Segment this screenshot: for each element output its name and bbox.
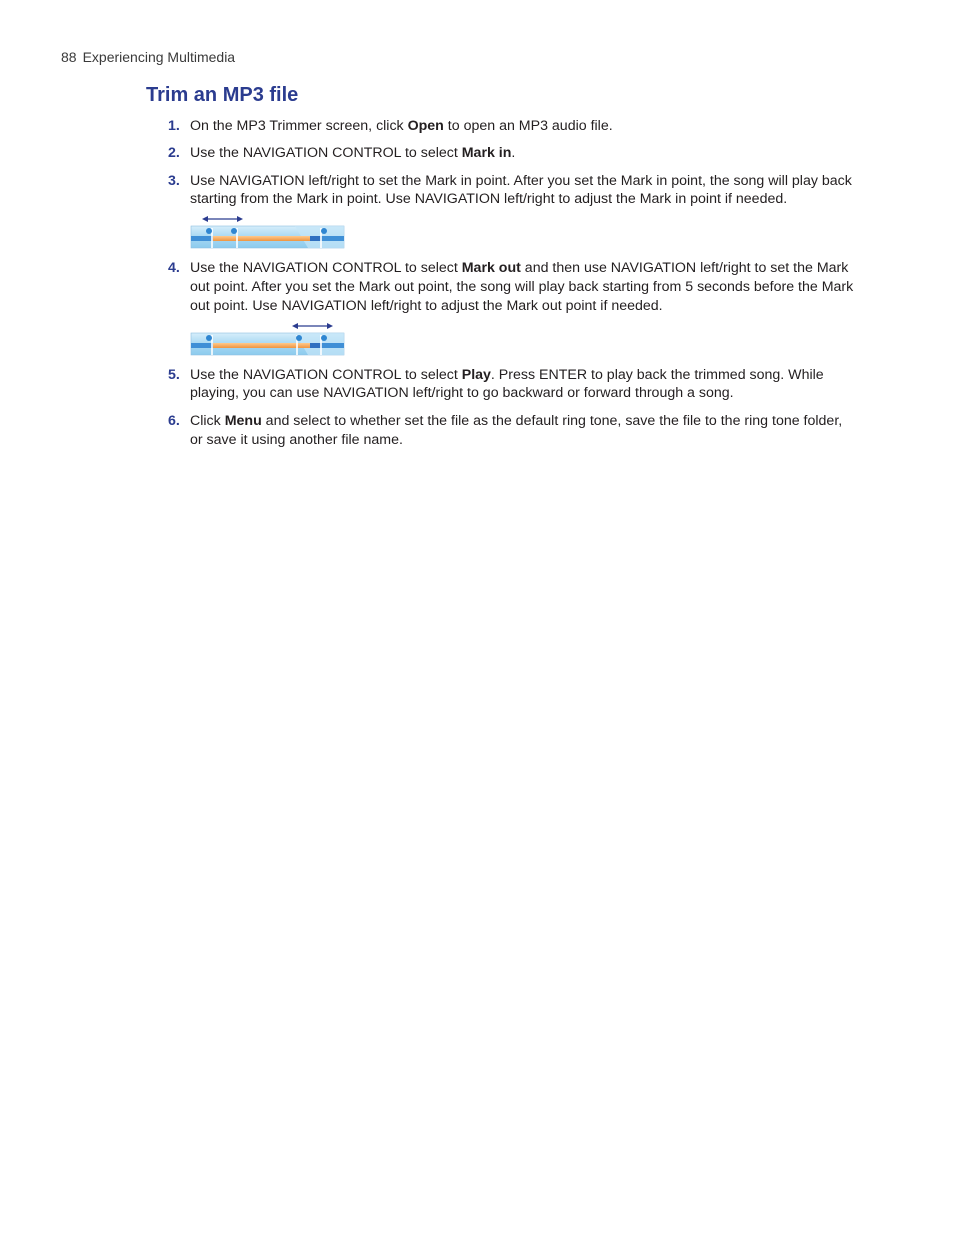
page-number: 88 xyxy=(61,49,77,65)
step-text: On the MP3 Trimmer screen, click Open to open an MP3 audio file. xyxy=(190,118,613,134)
step-1 xyxy=(166,117,856,136)
step-number: 6. xyxy=(168,413,180,430)
step-text: Use the NAVIGATION CONTROL to select Play. Press ENTER to play back the trimmed song. While playing, you can use NAVIGATION left/right to go backward or forward through a song. xyxy=(190,366,824,402)
step-4 xyxy=(166,259,856,356)
step-number: 1. xyxy=(168,118,180,134)
running-head xyxy=(61,49,235,65)
double-arrow-icon xyxy=(202,216,243,222)
step-number: 3. xyxy=(168,172,180,189)
running-head-section: Experiencing Multimedia xyxy=(82,49,236,65)
step-number: 4. xyxy=(168,260,180,277)
ui-term-menu: Menu xyxy=(224,413,262,430)
mark-out-trim-bar-illustration xyxy=(190,321,346,357)
step-3 xyxy=(166,172,856,251)
steps-list xyxy=(166,117,856,450)
step-text: Click Menu and select to whether set the file as the default ring tone, save the file to the ring tone folder, or save it using another file name. xyxy=(190,413,843,448)
section-title: Trim an MP3 file xyxy=(146,84,299,106)
mark-in-trim-bar-illustration xyxy=(190,214,346,250)
mark-in-trim-bar-svg xyxy=(190,214,346,250)
ui-term-mark-in: Mark in xyxy=(461,144,512,161)
selected-range xyxy=(213,236,310,241)
step-text: Use the NAVIGATION CONTROL to select Mark in. xyxy=(190,144,516,161)
ui-term-open: Open xyxy=(407,118,444,134)
selected-range xyxy=(213,343,310,348)
ui-term-play: Play xyxy=(461,366,491,383)
step-6 xyxy=(166,412,856,450)
step-text: Use NAVIGATION left/right to set the Mark in point. After you set the Mark in point, the song will play back starting from the Mark in point. Use NAVIGATION left/right to adjust the Mark in point if needed. xyxy=(190,172,852,208)
ui-term-mark-out: Mark out xyxy=(461,260,521,277)
step-text: Use the NAVIGATION CONTROL to select Mark out and then use NAVIGATION left/right to set the Mark out point. After you set the Mark out point, the song will play back starting from 5 seconds before the Mark out point. Use NAVIGATION left/right to adjust the Mark out point if needed. xyxy=(190,260,854,314)
double-arrow-icon xyxy=(292,323,333,329)
mark-out-trim-bar-svg xyxy=(190,321,346,357)
step-number: 5. xyxy=(168,366,180,383)
step-5 xyxy=(166,366,856,404)
step-2 xyxy=(166,144,856,163)
step-number: 2. xyxy=(168,144,180,161)
